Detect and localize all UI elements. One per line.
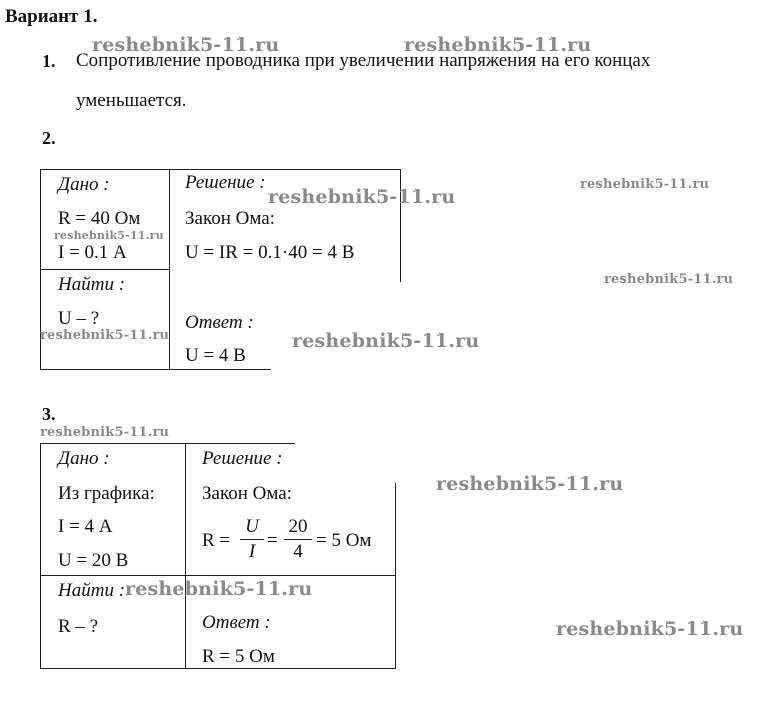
- task2-find-u: U – ?: [58, 308, 100, 329]
- watermark: reshebnik5-11.ru: [604, 272, 734, 287]
- task3-fraction-values: [284, 515, 312, 564]
- task2-given-i: I = 0.1 А: [58, 242, 127, 263]
- task3-border-right-lower: [395, 575, 396, 669]
- task1-number: 1.: [42, 51, 56, 71]
- task3-frac1-den: I: [248, 541, 256, 562]
- task3-given-find-separator: [40, 575, 396, 576]
- task2-solution-label: Решение :: [185, 172, 266, 193]
- task2-answer-label: Ответ :: [185, 312, 254, 333]
- task3-frac1-num: U: [240, 515, 264, 540]
- task3-law: Закон Ома:: [202, 483, 292, 504]
- task3-frac2-den: 4: [293, 541, 303, 562]
- task3-number: 3.: [42, 404, 56, 424]
- task2-given-label: Дано :: [58, 174, 110, 195]
- task3-answer-label: Ответ :: [202, 612, 271, 633]
- task2-given-find-separator: [40, 269, 169, 270]
- watermark: reshebnik5-11.ru: [40, 328, 170, 343]
- task2-number: 2.: [42, 128, 56, 148]
- task3-find-r: R – ?: [58, 616, 99, 637]
- task3-border-top: [40, 443, 295, 444]
- task2-border-top: [40, 169, 401, 170]
- task2-given-r: R = 40 Ом: [58, 208, 141, 229]
- task2-law: Закон Ома:: [185, 208, 275, 229]
- task3-given-u: U = 20 В: [58, 550, 129, 571]
- task1-line1: Сопротивление проводника при увеличении напряжения на его концах: [76, 50, 651, 71]
- task1-line2: уменьшается.: [76, 90, 187, 111]
- watermark: reshebnik5-11.ru: [556, 618, 744, 640]
- task3-find-label: Найти :: [58, 580, 126, 601]
- task3-formula-eq: =: [267, 530, 278, 551]
- task3-divider: [185, 443, 186, 669]
- task3-frac2-num: 20: [284, 515, 312, 540]
- watermark: reshebnik5-11.ru: [40, 425, 170, 440]
- task3-answer: R = 5 Ом: [202, 646, 275, 667]
- watermark: reshebnik5-11.ru: [580, 177, 710, 192]
- task2-formula: U = IR = 0.1·40 = 4 В: [185, 242, 355, 263]
- variant-title: Вариант 1.: [5, 6, 98, 27]
- task3-solution-label: Решение :: [202, 448, 283, 469]
- watermark: reshebnik5-11.ru: [268, 186, 456, 208]
- task3-given-label: Дано :: [58, 448, 110, 469]
- watermark: reshebnik5-11.ru: [292, 330, 480, 352]
- task2-answer: U = 4 В: [185, 345, 246, 366]
- watermark: reshebnik5-11.ru: [404, 34, 592, 56]
- task2-border-bottom: [40, 369, 271, 370]
- task3-border-left: [40, 443, 41, 669]
- task3-border-right-upper: [395, 483, 396, 575]
- task3-formula-rhs: = 5 Ом: [316, 530, 372, 551]
- task3-fraction-ui: [240, 515, 264, 564]
- task3-given-i: I = 4 А: [58, 516, 113, 537]
- task3-from-graph: Из графика:: [58, 483, 155, 504]
- task3-formula-lhs: R =: [202, 530, 231, 551]
- watermark: reshebnik5-11.ru: [54, 229, 164, 242]
- watermark: reshebnik5-11.ru: [436, 473, 624, 495]
- task3-border-bottom: [40, 668, 396, 669]
- watermark: reshebnik5-11.ru: [92, 34, 280, 56]
- task2-find-label: Найти :: [58, 274, 126, 295]
- watermark: reshebnik5-11.ru: [125, 578, 313, 600]
